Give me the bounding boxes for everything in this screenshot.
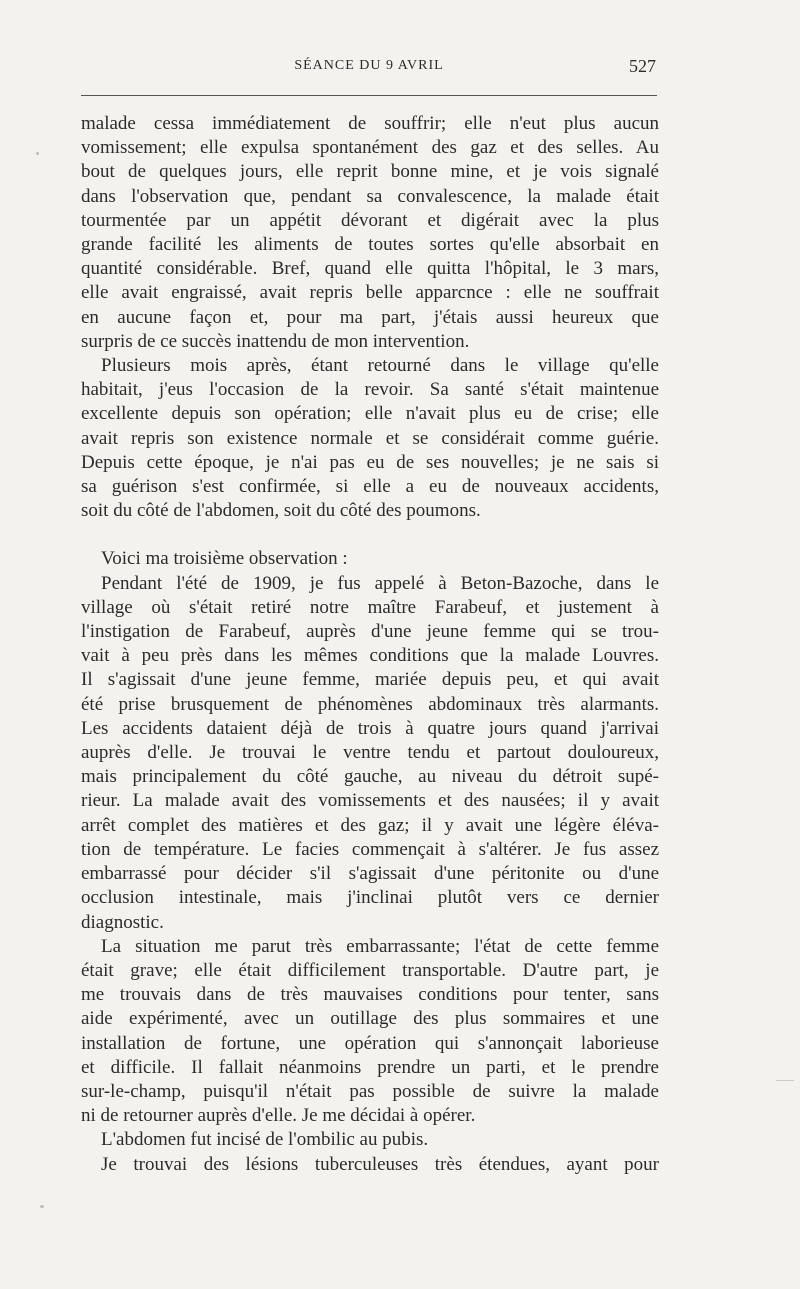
text-line: mais principalement du côté gauche, au niveau du détroit supé- bbox=[81, 766, 659, 788]
text-line: Les accidents dataient déjà de trois à quatre jours quand j'arrivai bbox=[81, 717, 659, 739]
text-line: Je trouvai des lésions tuberculeuses très étendues, ayant pour bbox=[101, 1153, 659, 1175]
text-line: excellente depuis son opération; elle n'avait plus eu de crise; elle bbox=[81, 403, 659, 425]
text-line: dans l'observation que, pendant sa convalescence, la malade était bbox=[81, 185, 659, 207]
text-line: embarrassé pour décider s'il s'agissait d'une péritonite ou d'une bbox=[81, 863, 659, 885]
paragraph-gap bbox=[81, 523, 659, 547]
text-line: bout de quelques jours, elle reprit bonne mine, et je vois signalé bbox=[81, 161, 659, 183]
text-line: auprès d'elle. Je trouvai le ventre tendu et partout douloureux, bbox=[81, 742, 659, 764]
text-line: Voici ma troisième observation : bbox=[101, 548, 348, 570]
page-header bbox=[80, 58, 658, 84]
text-line: ni de retourner auprès d'elle. Je me décidai à opérer. bbox=[81, 1105, 476, 1127]
text-line: grande facilité les aliments de toutes sortes qu'elle absorbait en bbox=[81, 234, 659, 256]
paper-speck bbox=[36, 152, 39, 155]
text-line: installation de fortune, une opération qui s'annonçait laborieuse bbox=[81, 1032, 659, 1054]
text-line: sur-le-champ, puisqu'il n'était pas possible de suivre la malade bbox=[81, 1080, 659, 1102]
text-line: sa guérison s'est confirmée, si elle a eu de nouveaux accidents, bbox=[81, 476, 659, 498]
text-line: occlusion intestinale, mais j'inclinai plutôt vers ce dernier bbox=[81, 887, 659, 909]
text-line: diagnostic. bbox=[81, 911, 164, 933]
paper-speck bbox=[40, 1205, 44, 1208]
text-line: village où s'était retiré notre maître Farabeuf, et justement à bbox=[81, 596, 659, 618]
paper-mark bbox=[776, 1080, 794, 1081]
text-line: été prise brusquement de phénomènes abdominaux très alarmants. bbox=[81, 693, 659, 715]
body-text bbox=[81, 112, 659, 1177]
text-line: soit du côté de l'abdomen, soit du côté des poumons. bbox=[81, 500, 481, 522]
text-line: vomissement; elle expulsa spontanément des gaz et des selles. Au bbox=[81, 137, 659, 159]
text-line: Plusieurs mois après, étant retourné dans le village qu'elle bbox=[101, 355, 659, 377]
text-line: Depuis cette époque, je n'ai pas eu de ses nouvelles; je ne sais si bbox=[81, 451, 659, 473]
text-line: surpris de ce succès inattendu de mon intervention. bbox=[81, 330, 470, 352]
text-line: quantité considérable. Bref, quand elle quitta l'hôpital, le 3 mars, bbox=[81, 258, 659, 280]
text-line: elle avait engraissé, avait repris belle apparcnce : elle ne souffrait bbox=[81, 282, 659, 304]
text-line: tourmentée par un appétit dévorant et digérait avec la plus bbox=[81, 209, 659, 231]
page-number: 527 bbox=[629, 56, 656, 76]
text-line: vait à peu près dans les mêmes conditions que la malade Louvres. bbox=[81, 645, 659, 667]
text-line: arrêt complet des matières et des gaz; il y avait une légère éléva- bbox=[81, 814, 659, 836]
text-line: et difficile. Il fallait néanmoins prendre un parti, et le prendre bbox=[81, 1056, 659, 1078]
text-line: tion de température. Le facies commençait à s'altérer. Je fus assez bbox=[81, 838, 659, 860]
text-line: avait repris son existence normale et se considérait comme guérie. bbox=[81, 427, 659, 449]
text-line: L'abdomen fut incisé de l'ombilic au pubis. bbox=[101, 1129, 429, 1151]
text-line: rieur. La malade avait des vomissements et des nausées; il y avait bbox=[81, 790, 659, 812]
text-line: habitait, j'eus l'occasion de la revoir. Sa santé s'était maintenue bbox=[81, 379, 659, 401]
text-line: en aucune façon et, pour ma part, j'étais aussi heureux que bbox=[81, 306, 659, 328]
header-rule bbox=[81, 95, 657, 96]
text-line: était grave; elle était difficilement transportable. D'autre part, je bbox=[81, 959, 659, 981]
text-line: La situation me parut très embarrassante; l'état de cette femme bbox=[101, 935, 659, 957]
running-title: SÉANCE DU 9 AVRIL bbox=[294, 58, 444, 73]
text-line: Pendant l'été de 1909, je fus appelé à Beton-Bazoche, dans le bbox=[101, 572, 659, 594]
text-line: l'instigation de Farabeuf, auprès d'une jeune femme qui se trou- bbox=[81, 621, 659, 643]
text-line: me trouvais dans de très mauvaises conditions pour tenter, sans bbox=[81, 984, 659, 1006]
text-line: aide expérimenté, avec un outillage des plus sommaires et une bbox=[81, 1008, 659, 1030]
text-line: Il s'agissait d'une jeune femme, mariée depuis peu, et qui avait bbox=[81, 669, 659, 691]
text-line: malade cessa immédiatement de souffrir; elle n'eut plus aucun bbox=[81, 113, 659, 134]
